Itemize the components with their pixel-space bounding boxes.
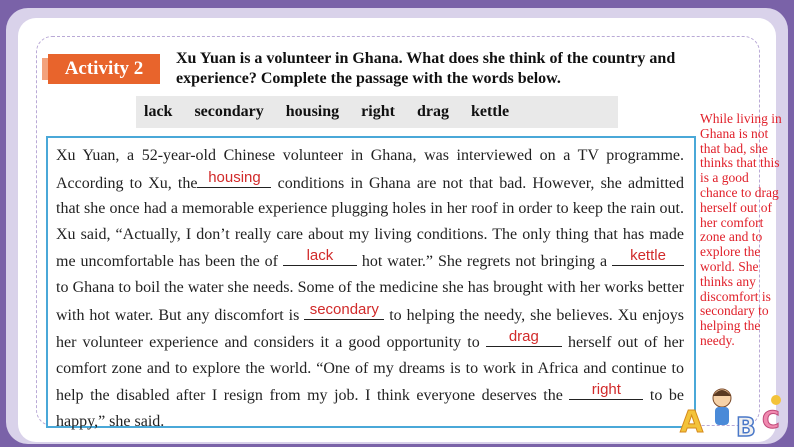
answer-blank [304, 301, 384, 320]
answer-text: kettle [630, 247, 666, 265]
word-bank-item: housing [285, 103, 340, 120]
svg-text:A: A [680, 405, 704, 440]
answer-text: right [591, 381, 621, 399]
answer-text: lack [306, 247, 334, 265]
word-bank-item: right [361, 103, 395, 120]
activity-badge: Activity 2 [48, 54, 160, 84]
instruction-text: Xu Yuan is a volunteer in Ghana. What does she think of the country and experience? Complete the passage with the words below. [176, 50, 676, 87]
word-bank-item: drag [416, 103, 449, 120]
passage-segment: to Ghana to boil the water she needs. Some of the medicine she has brought with her works better with hot water. But any discomfort is [56, 278, 684, 324]
cartoon-children-illustration [676, 384, 788, 442]
side-note: While living in Ghana is not that bad, she thinks that this is a good chance to drag herself out of her comfort zone and to explore the world. She thinks any discomfort is secondary to helping the needy. [700, 111, 782, 348]
letter-a-icon [680, 405, 704, 440]
word-bank-item: kettle [470, 103, 510, 120]
answer-blank [569, 381, 643, 400]
word-bank-item: secondary [194, 103, 264, 120]
word-bank-item: lack [144, 103, 173, 120]
child-figure [713, 389, 731, 425]
passage-segment: Xu Yuan, a 52-year-old Chinese volunteer in Ghana, was interviewed on a TV programme. According to Xu, the [56, 147, 684, 192]
passage-text [56, 143, 684, 435]
word-bank [136, 96, 618, 128]
answer-blank [612, 247, 684, 266]
passage-segment: to helping the needy, she believes. Xu enjoys her volunteer experience and considers it a good opportunity to [56, 306, 684, 352]
letter-c-icon [762, 406, 780, 434]
letter-b-icon [736, 413, 756, 442]
passage-segment: to be happy,” she said. [56, 387, 685, 430]
answer-blank [283, 247, 357, 266]
svg-text:C: C [762, 406, 780, 434]
passage-segment: herself out of her comfort zone and to explore the world. “One of my dreams is to work in Africa and continue to help the disabled after I resign from my job. I think everyone deserves the [56, 334, 685, 405]
passage-segment: conditions in Ghana are not that bad. However, she admitted that she once had a memorable experience plugging holes in her roof in order to keep the rain out. Xu said, “Actually, I don’t really care about my living conditions. The only thing that has made me uncomfortable has been the of [56, 174, 685, 271]
answer-text: drag [508, 328, 539, 346]
passage-segment: hot water.” She regrets not bringing a [356, 253, 613, 271]
answer-blank [197, 169, 271, 188]
answer-text: secondary [309, 300, 379, 318]
svg-text:B: B [736, 413, 756, 442]
answer-blank [486, 328, 562, 347]
answer-text: housing [208, 168, 261, 186]
